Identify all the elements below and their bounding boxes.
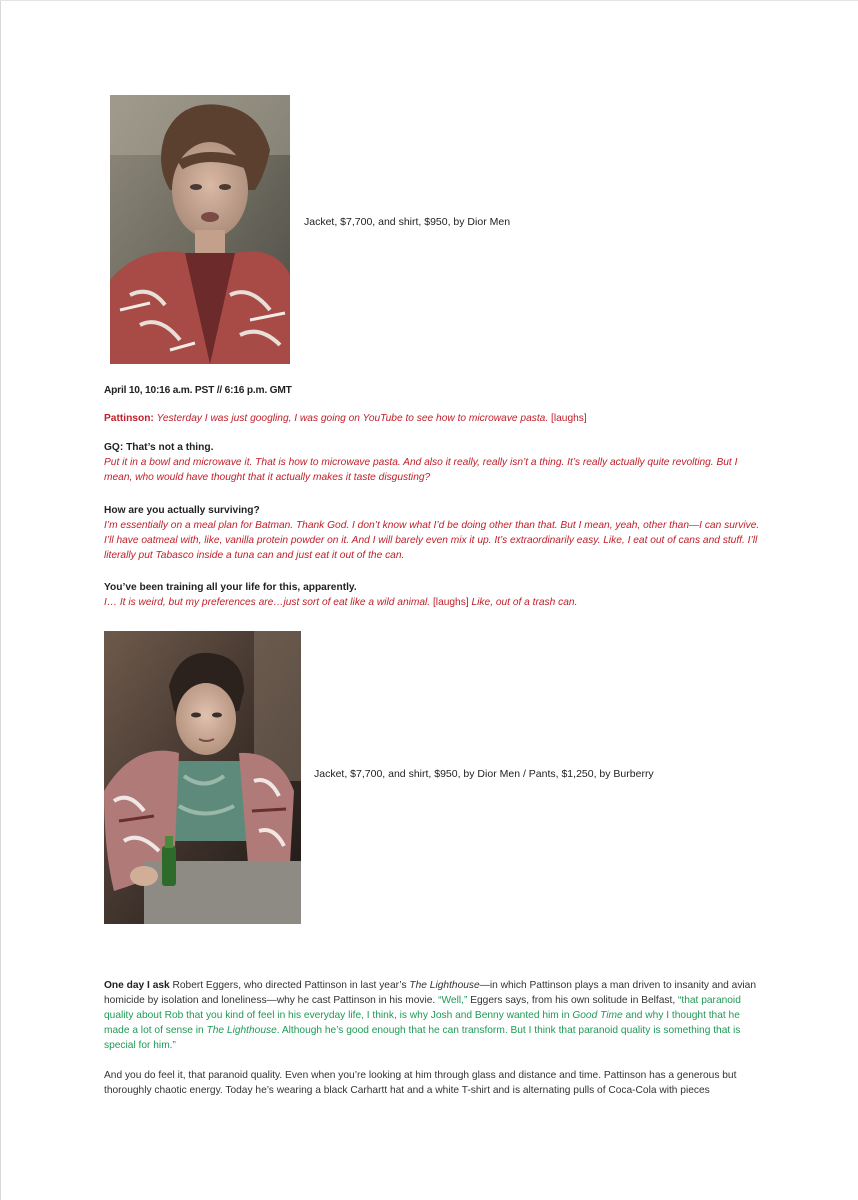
portrait-photo-2 bbox=[104, 631, 301, 924]
interview-answer: Put it in a bowl and microwave it. That is how to microwave pasta. And also it really, really isn’t a thing. It’s really actually quite revolting. But I mean, who would have thought that it actually makes it taste disgusting? bbox=[104, 457, 738, 483]
speaker-label: Pattinson: bbox=[104, 413, 154, 424]
answer-part-a: I… It is weird, but my preferences are…just sort of eat like a wild animal. bbox=[104, 597, 431, 608]
qa-item-3 bbox=[104, 580, 764, 610]
interview-question: How are you actually surviving? bbox=[104, 505, 260, 516]
film-title: The Lighthouse bbox=[206, 1025, 277, 1036]
page-edge-top bbox=[0, 0, 858, 1]
interview-answer bbox=[104, 595, 764, 610]
body-paragraph-2: And you do feel it, that paranoid quality. Even when you’re looking at him through glass and distance and time. Pattinson has a generous but thoroughly chaotic energy. Today he’s wearing a black Carhartt hat and a white T-shirt and is alternating pulls of Coca-Cola with pieces bbox=[104, 1070, 737, 1096]
film-title: Good Time bbox=[572, 1010, 623, 1021]
interview-answer: I’m essentially on a meal plan for Batman. Thank God. I don’t know what I’d be doing other than that. But I mean, yeah, other than—I can survive. I’ll have oatmeal with, like, vanilla protein powder on it. And I will barely even mix it up. It’s extraordinarily easy. Like, I eat out of cans and stuff. I’ll literally put Tabasco inside a tuna can and just eat it out of the can. bbox=[104, 520, 760, 561]
qa-item-1 bbox=[104, 440, 764, 485]
page-edge bbox=[0, 0, 1, 1200]
opening-quote bbox=[104, 411, 764, 426]
quote-open: “Well,” bbox=[438, 995, 468, 1006]
opening-quote-text: Yesterday I was just googling, I was going on YouTube to see how to microwave pasta. bbox=[156, 413, 549, 424]
eggers-quote: “that paranoid quality about Rob that you kind of feel in his everyday life, I think, is why Josh and Benny wanted him in bbox=[104, 995, 741, 1021]
eggers-quote: . Although he’s good enough that he can transform. But I think that paranoid quality is something that is special for him.” bbox=[104, 1025, 741, 1051]
body-paragraph-1 bbox=[104, 978, 764, 1053]
paragraph-text: Eggers says, from his own solitude in Belfast, bbox=[467, 995, 678, 1006]
paragraph-lead: One day I ask bbox=[104, 980, 170, 991]
opening-aside: [laughs] bbox=[551, 413, 587, 424]
answer-aside: [laughs] bbox=[432, 597, 469, 608]
dateline: April 10, 10:16 a.m. PST // 6:16 p.m. GMT bbox=[104, 385, 292, 396]
photo-caption-1: Jacket, $7,700, and shirt, $950, by Dior Men bbox=[304, 216, 511, 228]
paragraph-text: Robert Eggers, who directed Pattinson in last year’s bbox=[169, 980, 410, 991]
interview-question: You’ve been training all your life for this, apparently. bbox=[104, 582, 357, 593]
eggers-quote: and why I thought that he made a lot of sense in bbox=[104, 1010, 740, 1036]
paragraph-text: —in which Pattinson plays a man driven to insanity and avian homicide by isolation and loneliness—why he cast Pattinson in his movie. bbox=[104, 980, 757, 1006]
answer-part-b: Like, out of a trash can. bbox=[471, 597, 578, 608]
photo-caption-2: Jacket, $7,700, and shirt, $950, by Dior Men / Pants, $1,250, by Burberry bbox=[314, 768, 654, 780]
film-title: The Lighthouse bbox=[409, 980, 480, 991]
portrait-photo-1 bbox=[110, 95, 290, 364]
interview-question: GQ: That’s not a thing. bbox=[104, 442, 214, 453]
qa-item-2 bbox=[104, 503, 764, 563]
